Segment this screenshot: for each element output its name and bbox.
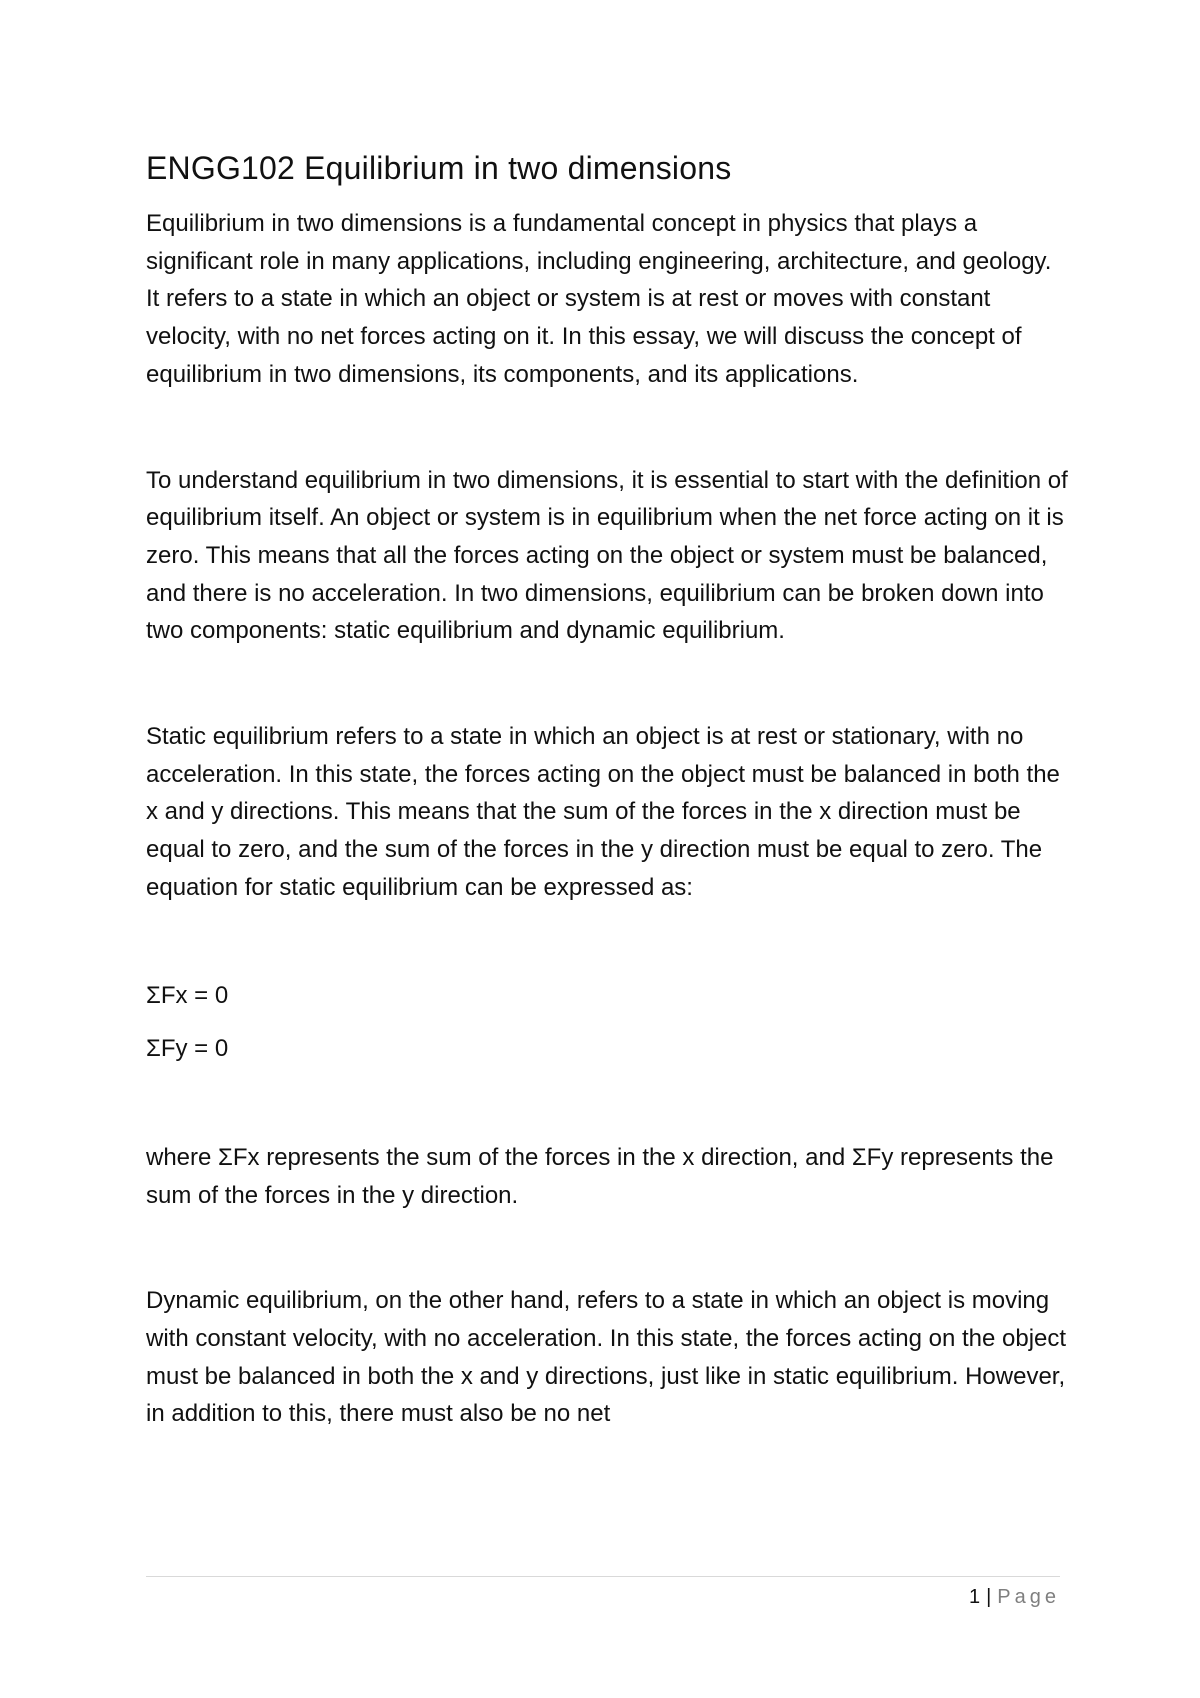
equation-sum-fx: ΣFx = 0	[146, 981, 229, 1009]
document-title: ENGG102 Equilibrium in two dimensions	[146, 150, 732, 186]
paragraph-static-equilibrium: Static equilibrium refers to a state in which an object is at rest or stationary, with no acceleration. In this state, the forces acting on the object must be balanced in both the x and y directions. This means that the sum of the forces in the x direction must be equal to zero, and the sum of the forces in the y direction must be equal to zero. The equation for static equilibrium can be expressed as:	[146, 723, 1060, 901]
equation-sum-fy: ΣFy = 0	[146, 1035, 229, 1063]
paragraph-equation-explanation: where ΣFx represents the sum of the forces in the x direction, and ΣFy represents the sum of the forces in the y direction.	[146, 1143, 1054, 1209]
footer-divider	[146, 1576, 1060, 1577]
paragraph-definition: To understand equilibrium in two dimensions, it is essential to start with the definition of equilibrium itself. An object or system is in equilibrium when the net force acting on it is zero. This means that all the forces acting on the object or system must be balanced, and there is no acceleration. In two dimensions, equilibrium can be broken down into two components: static equilibrium and dynamic equilibrium.	[146, 466, 1068, 645]
page-number: 1	[968, 1586, 981, 1608]
paragraph-dynamic-equilibrium: Dynamic equilibrium, on the other hand, refers to a state in which an object is moving with constant velocity, with no acceleration. In this state, the forces acting on the object must be balanced in both the x and y directions, just like in static equilibrium. However, in addition to this, there must also be no net	[146, 1287, 1067, 1428]
document-body	[146, 148, 1071, 1433]
footer-separator: |	[986, 1586, 992, 1608]
paragraph-intro: Equilibrium in two dimensions is a fundamental concept in physics that plays a significant role in many applications, including engineering, architecture, and geology. It refers to a state in which an object or system is at rest or moves with constant velocity, with no net forces acting on it. In this essay, we will discuss the concept of equilibrium in two dimensions, its components, and its applications.	[146, 210, 1052, 388]
page-label: Page	[997, 1586, 1060, 1608]
page-footer	[969, 1584, 1060, 1610]
